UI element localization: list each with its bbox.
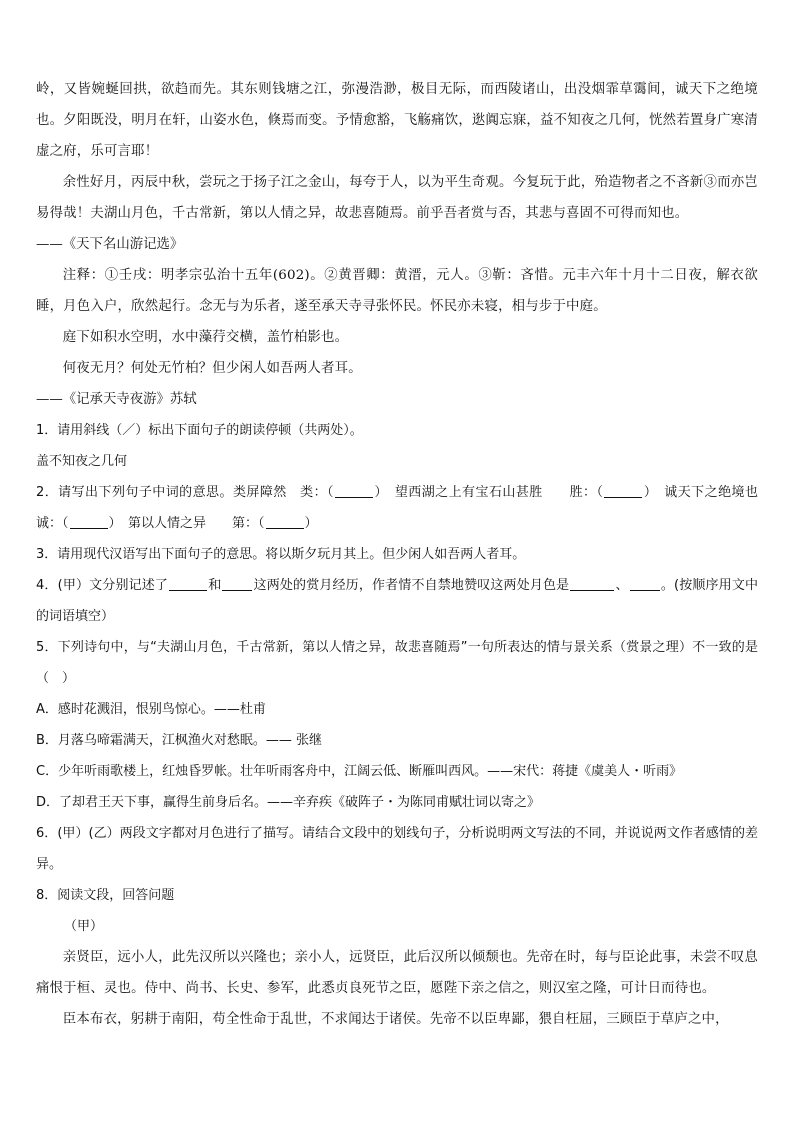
question-2-text-e: ） 第以人情之异 第：（ — [108, 516, 265, 531]
question-2-text-a: 2．请写出下列句子中词的意思。类屏障然 类：（ — [36, 485, 334, 500]
question-2-text-f: ） — [304, 516, 318, 531]
question-5: 5．下列诗句中，与“夫湖山月色，千古常新，第以人情之异，故悲喜随焉”一句所表达的情与景关系（赏景之理）不一致的是（ ） — [36, 640, 758, 686]
question-1: 1．请用斜线（／）标出下面句子的朗读停顿（共两处）。 — [36, 423, 363, 438]
question-4 — [36, 570, 758, 632]
passage-jia-paragraph-2: 余性好月，丙辰中秋，尝玩之于扬子江之金山，每夸于人，以为平生奇观。今复玩于此，殆造物者之不吝新③而亦岂易得哉！夫湖山月色，千古常新，第以人情之异，故悲喜随焉。前乎吾者赏与否，其悲与喜固不可得而知也。 — [36, 175, 758, 221]
option-c[interactable]: C．少年听雨歌楼上，红烛昏罗帐。壮年听雨客舟中，江阔云低、断雁叫西风。——宋代：蒋捷《虞美人・听雨》 — [36, 764, 683, 779]
passage-yi-source: ——《记承天寺夜游》苏轼 — [36, 392, 197, 407]
answer-blank-moon-1[interactable] — [570, 576, 614, 591]
answer-blank-place-2[interactable] — [222, 576, 252, 591]
answer-blank-cheng[interactable] — [70, 514, 108, 529]
answer-blank-di[interactable] — [266, 514, 304, 529]
question-4-text-a: 4．(甲）文分别记述了 — [36, 578, 169, 593]
answer-blank-moon-2[interactable] — [630, 576, 660, 591]
question-4-text-c: 这两处的赏月经历，作者情不自禁地赞叹这两处月色是 — [253, 578, 570, 593]
question-1-sentence: 盖不知夜之几何 — [36, 454, 128, 469]
document-page — [36, 74, 784, 1035]
passage-label-jia: （甲） — [64, 919, 104, 934]
passage-jia-paragraph-1: 岭，又皆婉蜒回拱，欲趋而先。其东则钱塘之江，弥漫浩渺，极目无际，而西陵诸山，出没烟霏草霭间，诚天下之绝境也。夕阳既没，明月在轩，山姿水色，倏焉而变。予情愈豁，飞觞痛饮，逖阗忘寐，益不知夜之几何，恍然若置身广寒清虚之府，乐可言耶！ — [36, 82, 758, 159]
option-b[interactable]: B．月落乌啼霜满天，江枫渔火对愁眠。—— 张继 — [36, 733, 323, 748]
passage-yi-paragraph-1: 元丰六年十月十二日夜，解衣欲睡，月色入户，欣然起行。念无与为乐者，遂至承天寺寻张怀民。怀民亦未寝，相与步于中庭。 — [36, 268, 758, 314]
passage-jia-notes — [36, 260, 758, 322]
notes-text: 注释：①壬戌：明孝宗弘治十五年(602)。②黄晋卿：黄溍，元人。③靳：吝惜。 — [62, 268, 563, 283]
option-d[interactable]: D．了却君王天下事，赢得生前身后名。——辛弃疾《破阵子・为陈同甫赋壮词以寄之》 — [36, 795, 541, 810]
question-6: 6．(甲）(乙）两段文字都对月色进行了描写。请结合文段中的划线句子，分析说明两文写法的不同，并说说两文作者感情的差异。 — [36, 826, 758, 872]
passage-yi-paragraph-3: 何夜无月？何处无竹柏？但少闲人如吾两人者耳。 — [62, 361, 362, 376]
passage-jia-source: ——《天下名山游记选》 — [36, 237, 184, 252]
answer-blank-lei[interactable] — [335, 483, 373, 498]
question-2-text-b: ） 望西湖之上有宝石山甚胜 胜：（ — [374, 485, 604, 500]
question-8-paragraph-1: 亲贤臣，远小人，此先汉所以兴隆也；亲小人，远贤臣，此后汉所以倾颓也。先帝在时，每与臣论此事，未尝不叹息痛恨于桓、灵也。侍中、尚书、长史、参军，此悉贞良死节之臣，愿陛下亲之信之，则汉室之隆，可计日而待也。 — [36, 950, 758, 996]
question-8-paragraph-2: 臣本布衣，躬耕于南阳，苟全性命于乱世，不求闻达于诸侯。先帝不以臣卑鄙，猥自枉屈，三顾臣于草庐之中， — [62, 1012, 729, 1027]
passage-yi-paragraph-2: 庭下如积水空明，水中藻荇交横，盖竹柏影也。 — [62, 330, 349, 345]
answer-blank-sheng[interactable] — [604, 483, 642, 498]
question-2-text-d: 绝境也 诚：（ — [36, 485, 784, 531]
question-2-text-c: ） 诚天下之 — [643, 485, 719, 500]
answer-blank-place-1[interactable] — [169, 576, 207, 591]
question-3: 3．请用现代汉语写出下面句子的意思。将以斯夕玩月其上。但少闲人如吾两人者耳。 — [36, 547, 526, 562]
option-a[interactable]: A．感时花溅泪，恨别鸟惊心。——杜甫 — [36, 702, 266, 717]
question-2 — [36, 477, 784, 539]
question-4-text-b: 和 — [208, 578, 222, 593]
question-4-text-e: 。(按顺序用文中的词语填空） — [36, 578, 758, 624]
question-8: 8．阅读文段，回答问题 — [36, 888, 175, 903]
question-4-text-d: 、 — [615, 578, 629, 593]
